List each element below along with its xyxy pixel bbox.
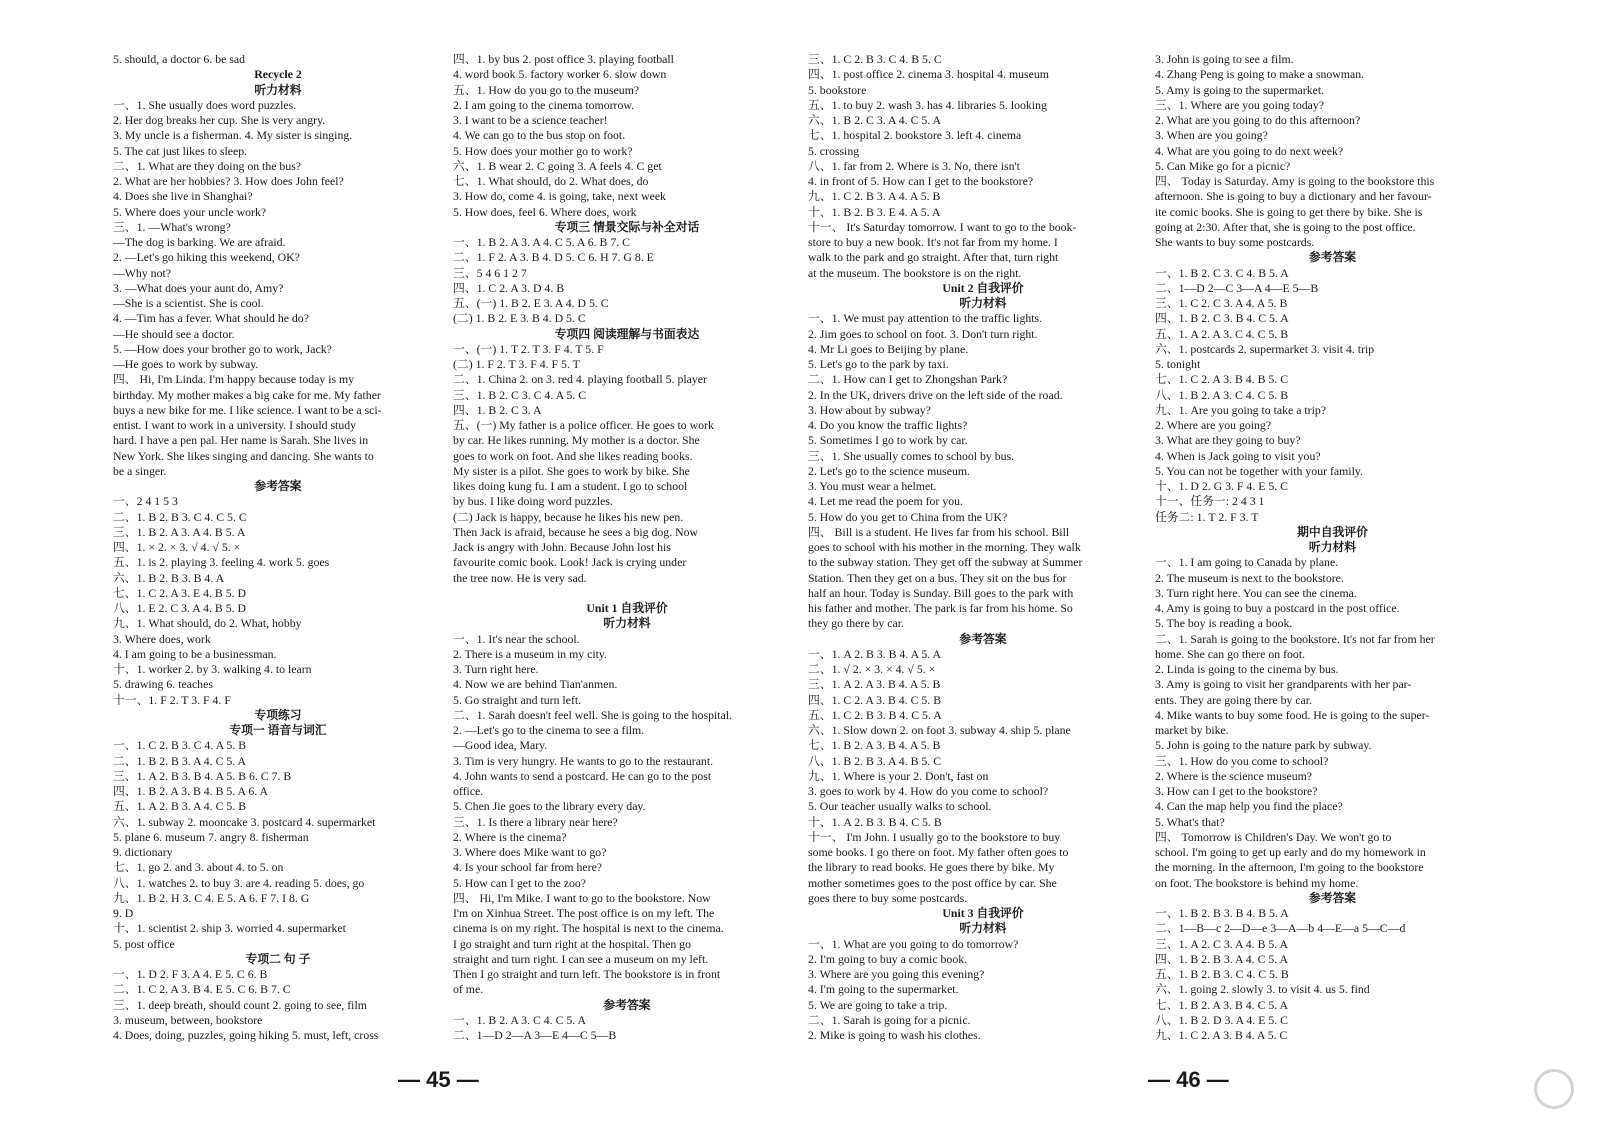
text-line: 5. Go straight and turn left. <box>453 692 582 707</box>
text-line: 2. Jim goes to school on foot. 3. Don't turn right. <box>808 326 1038 341</box>
text-line: 2. Where are you going? <box>1155 418 1272 432</box>
text-line: 一、2 4 1 5 3 <box>113 494 178 509</box>
text-line: his father and mother. The park is far from his home. So <box>808 601 1073 615</box>
text-line: 一、1. C 2. B 3. C 4. A 5. B <box>113 738 247 753</box>
section-heading: 参考答案 <box>959 631 1007 646</box>
text-line: 4. What are you going to do next week? <box>1155 143 1344 158</box>
text-line: 四、 Today is Saturday. Amy is going to the bookstore this <box>1155 174 1435 188</box>
text-line: 八、1. E 2. C 3. A 4. B 5. D <box>113 601 247 615</box>
text-line: 九、1. C 2. A 3. B 4. A 5. C <box>1155 1028 1288 1042</box>
text-line: 四、 Hi, I'm Linda. I'm happy because today is my <box>113 372 355 387</box>
text-line: 5. Amy is going to the supermarket. <box>1155 82 1325 97</box>
text-line: —He goes to work by subway. <box>113 357 259 371</box>
text-line: Jack is angry with John. Because John lost his <box>453 540 671 554</box>
text-line: 2. I'm going to buy a comic book. <box>808 951 968 966</box>
text-line: afternoon. She is going to buy a dictionary and her favour- <box>1155 189 1432 204</box>
text-line: 三、1. C 2. C 3. A 4. A 5. B <box>1155 296 1288 310</box>
text-line: 九、1. C 2. B 3. A 4. A 5. B <box>808 189 941 204</box>
text-line: (二) 1. F 2. T 3. F 4. F 5. T <box>453 357 580 371</box>
text-line: 4. Mike wants to buy some food. He is going to the super- <box>1155 707 1430 722</box>
text-line: 三、1. She usually comes to school by bus. <box>808 448 1015 463</box>
text-line: 五、1. B 2. B 3. C 4. C 5. B <box>1155 967 1289 981</box>
text-line: 六、1. B 2. C 3. A 4. C 5. A <box>808 113 942 127</box>
text-line: 二、1. Sarah is going to the bookstore. It's not far from her <box>1155 631 1435 646</box>
column-2 <box>453 52 801 1043</box>
text-line: 七、1. hospital 2. bookstore 3. left 4. cinema <box>808 128 1022 143</box>
text-line: 5. bookstore <box>808 82 867 97</box>
text-line: 2. Where is the science museum? <box>1155 768 1313 783</box>
text-line: 七、1. B 2. A 3. B 4. A 5. B <box>808 738 941 753</box>
text-line: 3. Where does Mike want to go? <box>453 845 607 859</box>
text-line: 3. goes to work by 4. How do you come to school? <box>808 784 1049 798</box>
text-line: 二、1. B 2. B 3. C 4. C 5. C <box>113 509 247 524</box>
text-line: straight and turn right. I can see a museum on my left. <box>453 951 709 966</box>
text-line: 3. I want to be a science teacher! <box>453 113 608 127</box>
text-line: 5. crossing <box>808 143 860 158</box>
text-line: 3. Where are you going this evening? <box>808 967 985 981</box>
text-line: birthday. My mother makes a big cake for me. My father <box>113 387 381 402</box>
text-line: 5. plane 6. museum 7. angry 8. fisherman <box>113 829 309 844</box>
text-line: 二、1. √ 2. × 3. × 4. √ 5. × <box>808 662 936 676</box>
text-line: 4. Does she live in Shanghai? <box>113 189 253 204</box>
column-3 <box>808 52 1158 1043</box>
text-line: 2. Linda is going to the cinema by bus. <box>1155 662 1339 676</box>
text-line: 九、1. What should, do 2. What, hobby <box>113 616 302 631</box>
text-line: —Why not? <box>113 265 171 280</box>
text-line: 3. —What does your aunt do, Amy? <box>113 280 284 295</box>
text-line: 一、(一) 1. T 2. T 3. F 4. T 5. F <box>453 341 604 356</box>
text-line: cinema is on my right. The hospital is next to the cinema. <box>453 921 724 936</box>
text-line: 四、1. post office 2. cinema 3. hospital 4. museum <box>808 67 1049 82</box>
text-line: entist. I want to work in a university. I should study <box>113 418 357 432</box>
text-line: likes doing kung fu. I am a student. I go to school <box>453 479 688 493</box>
text-line: 九、1. B 2. H 3. C 4. E 5. A 6. F 7. I 8. G <box>113 890 310 905</box>
text-line: office. <box>453 784 484 798</box>
text-line: 2. I am going to the cinema tomorrow. <box>453 97 635 112</box>
text-line: 二、1. Sarah is going for a picnic. <box>808 1012 971 1027</box>
text-line: 五、1. A 2. B 3. A 4. C 5. B <box>113 799 247 814</box>
section-heading: 听力材料 <box>603 616 651 631</box>
text-line: 六、1. going 2. slowly 3. to visit 4. us 5. find <box>1155 982 1370 997</box>
text-line: 5. What's that? <box>1155 814 1225 829</box>
text-line: 七、1. What should, do 2. What does, do <box>453 174 649 188</box>
text-line: 3. Amy is going to visit her grandparents with her par- <box>1155 677 1412 692</box>
text-line: 二、1—D 2—A 3—E 4—C 5—B <box>453 1028 617 1042</box>
text-line: goes to work on foot. And she likes reading books. <box>453 448 693 463</box>
text-line: I'm on Xinhua Street. The post office is on my left. The <box>453 906 715 920</box>
text-line: ents. They are going there by car. <box>1155 692 1313 707</box>
text-line: of me. <box>453 982 484 997</box>
text-line: 5. —How does your brother go to work, Jack? <box>113 341 332 356</box>
text-line: 5. post office <box>113 936 175 951</box>
text-line: store to buy a new book. It's not far from my home. I <box>808 235 1058 249</box>
text-line: New York. She likes singing and dancing. She wants to <box>113 448 374 463</box>
page-number-right: — 46 — <box>1148 1067 1229 1092</box>
text-line: 5. Sometimes I go to work by car. <box>808 433 968 448</box>
text-line: 4. —Tim has a fever. What should he do? <box>113 311 309 326</box>
text-line: 四、1. C 2. A 3. B 4. C 5. B <box>808 692 942 707</box>
text-line: 三、1. B 2. A 3. A 4. B 5. A <box>113 524 246 539</box>
section-heading: 听力材料 <box>959 921 1007 936</box>
text-line: 十、1. worker 2. by 3. walking 4. to learn <box>113 662 312 676</box>
text-line: 四、 Hi, I'm Mike. I want to go to the bookstore. Now <box>453 890 711 905</box>
text-line: 4. Mr Li goes to Beijing by plane. <box>808 341 969 356</box>
text-line: 四、1. B 2. C 3. B 4. C 5. A <box>1155 311 1289 326</box>
text-line: 十、1. B 2. B 3. E 4. A 5. A <box>808 204 941 219</box>
text-line: 一、1. B 2. A 3. C 4. C 5. A <box>453 1012 587 1027</box>
column-1 <box>113 52 443 1043</box>
section-heading: 专项四 阅读理解与书面表达 <box>554 326 700 341</box>
text-line: 2. What are you going to do this afternoon? <box>1155 113 1361 127</box>
text-line: 十一、 It's Saturday tomorrow. I want to go to the book- <box>808 219 1077 234</box>
text-line: some books. I go there on foot. My father often goes to <box>808 845 1069 859</box>
text-line: 七、1. C 2. A 3. B 4. B 5. C <box>1155 372 1289 387</box>
text-line: 5. John is going to the nature park by subway. <box>1155 738 1372 753</box>
text-line: 五、1. is 2. playing 3. feeling 4. work 5. goes <box>113 555 330 570</box>
text-line: 一、1. B 2. B 3. B 4. B 5. A <box>1155 906 1289 920</box>
text-line: 3. John is going to see a film. <box>1155 52 1294 66</box>
text-line: 二、1—B—c 2—D—e 3—A—b 4—E—a 5—C—d <box>1155 921 1406 936</box>
text-line: 4. Zhang Peng is going to make a snowman. <box>1155 67 1365 82</box>
text-line: 四、 Bill is a student. He lives far from his school. Bill <box>808 524 1070 539</box>
text-line: 4. When is Jack going to visit you? <box>1155 448 1321 463</box>
text-line: 四、1. C 2. A 3. D 4. B <box>453 280 565 295</box>
text-line: 5. The cat just likes to sleep. <box>113 143 248 158</box>
text-line: 3. When are you going? <box>1155 128 1268 143</box>
text-line: 四、1. B 2. C 3. A <box>453 402 542 417</box>
text-line: 一、1. We must pay attention to the traffic lights. <box>808 311 1043 326</box>
text-line: 5. Where does your uncle work? <box>113 204 267 219</box>
text-line: She wants to buy some postcards. <box>1155 235 1315 249</box>
text-line: goes there to buy some postcards. <box>808 890 968 905</box>
text-line: market by bike. <box>1155 723 1229 737</box>
section-heading: 参考答案 <box>603 997 651 1012</box>
text-line: 2. Mike is going to wash his clothes. <box>808 1028 981 1042</box>
text-line: 3. How can I get to the bookstore? <box>1155 784 1318 798</box>
text-line: 五、1. A 2. A 3. C 4. C 5. B <box>1155 326 1289 341</box>
text-line: 4. Do you know the traffic lights? <box>808 418 968 432</box>
text-line: 5. tonight <box>1155 357 1201 371</box>
text-line: 9. dictionary <box>113 845 173 859</box>
text-line: 4. word book 5. factory worker 6. slow down <box>453 67 667 82</box>
section-heading: 期中自我评价 <box>1297 524 1368 539</box>
section-heading: Unit 1 自我评价 <box>586 601 668 615</box>
text-line: 3. museum, between, bookstore <box>113 1012 263 1027</box>
text-line: 5. How do you get to China from the UK? <box>808 509 1008 524</box>
text-line: 3. How about by subway? <box>808 402 931 417</box>
section-heading: 听力材料 <box>959 296 1007 310</box>
text-line: 八、1. watches 2. to buy 3. are 4. reading 5. does, go <box>113 875 365 890</box>
section-heading: 专项三 情景交际与补全对话 <box>554 219 700 234</box>
text-line: I go straight and turn right at the hospital. Then go <box>453 936 691 951</box>
text-line: on foot. The bookstore is behind my home. <box>1155 875 1359 890</box>
text-line: 3. Turn right here. You can see the cinema. <box>1155 585 1357 600</box>
text-line: 四、1. B 2. A 3. B 4. B 5. A 6. A <box>113 784 269 798</box>
text-line: 5. drawing 6. teaches <box>113 677 213 692</box>
text-line: 七、1. B 2. A 3. B 4. C 5. A <box>1155 997 1289 1012</box>
section-heading: 参考答案 <box>1308 890 1357 905</box>
text-line: be a singer. <box>113 463 167 478</box>
text-line: the morning. In the afternoon, I'm going to the bookstore <box>1155 860 1424 875</box>
page-number-left: — 45 — <box>398 1067 479 1092</box>
text-line: 2. In the UK, drivers drive on the left side of the road. <box>808 387 1063 402</box>
text-line: 八、1. far from 2. Where is 3. No, there isn't <box>808 158 1020 173</box>
text-line: 二、1. China 2. on 3. red 4. playing football 5. player <box>453 372 707 387</box>
section-heading: 专项一 语音与词汇 <box>229 723 327 737</box>
text-line: 三、5 4 6 1 2 7 <box>453 265 527 280</box>
text-line: 八、1. B 2. D 3. A 4. E 5. C <box>1155 1012 1289 1027</box>
text-line: 七、1. go 2. and 3. about 4. to 5. on <box>113 860 284 875</box>
text-line: 二、1. F 2. A 3. B 4. D 5. C 6. H 7. G 8. E <box>453 250 654 265</box>
text-line: 4. Amy is going to buy a postcard in the post office. <box>1155 601 1400 615</box>
text-line: 八、1. B 2. A 3. C 4. C 5. B <box>1155 387 1289 402</box>
text-line: 2. Let's go to the science museum. <box>808 463 970 478</box>
section-heading: 参考答案 <box>254 479 302 493</box>
text-line: home. She can go there on foot. <box>1155 646 1306 661</box>
section-heading: Unit 3 自我评价 <box>942 906 1024 920</box>
text-line: favourite comic book. Look! Jack is crying under <box>453 555 687 570</box>
text-line: 七、1. C 2. A 3. E 4. B 5. D <box>113 585 247 600</box>
text-line: —Good idea, Mary. <box>453 738 548 753</box>
text-line: 3. What are they going to buy? <box>1155 433 1301 448</box>
text-line: by bus. I like doing word puzzles. <box>453 494 613 509</box>
text-line: 2. The museum is next to the bookstore. <box>1155 570 1344 585</box>
text-line: 六、1. B wear 2. C going 3. A feels 4. C get <box>453 158 662 173</box>
text-line: 一、1. It's near the school. <box>453 631 580 646</box>
text-line: goes to school with his mother in the morning. They walk <box>808 540 1081 554</box>
text-line: 5. Let's go to the park by taxi. <box>808 357 949 371</box>
text-line: 二、1. B 2. B 3. A 4. C 5. A <box>113 753 247 768</box>
text-line: 4. Is your school far from here? <box>453 860 603 875</box>
text-line: 二、1. How can I get to Zhongshan Park? <box>808 372 1008 387</box>
text-line: 六、1. subway 2. mooncake 3. postcard 4. supermarket <box>113 814 376 829</box>
text-line: 九、1. Where is your 2. Don't, fast on <box>808 768 989 783</box>
text-line: 4. Can the map help you find the place? <box>1155 799 1343 814</box>
section-heading: 专项练习 <box>254 707 302 722</box>
text-line: to the subway station. They get off the subway at Summer <box>808 555 1083 570</box>
text-line: 5. How can I get to the zoo? <box>453 875 586 890</box>
text-line: half an hour. Today is Sunday. Bill goes to the park with <box>808 585 1074 600</box>
text-line: 5. Our teacher usually walks to school. <box>808 799 992 814</box>
text-line: 六、1. postcards 2. supermarket 3. visit 4. trip <box>1155 341 1375 356</box>
text-line: ite comic books. She is going to get there by bike. She is <box>1155 204 1423 219</box>
text-line: 4. John wants to send a postcard. He can go to the post <box>453 768 712 783</box>
text-line: Then Jack is afraid, because he sees a big dog. Now <box>453 524 699 539</box>
text-line: 四、1. B 2. B 3. A 4. C 5. A <box>1155 951 1289 966</box>
text-line: the tree now. He is very sad. <box>453 570 587 585</box>
text-line: 2. Her dog breaks her cup. She is very angry. <box>113 113 326 127</box>
text-line: 4. in front of 5. How can I get to the bookstore? <box>808 174 1034 188</box>
text-line: 任务二: 1. T 2. F 3. T <box>1155 509 1259 524</box>
section-heading: Recycle 2 <box>254 67 302 82</box>
text-line: 5. The boy is reading a book. <box>1155 616 1293 631</box>
text-line: —The dog is barking. We are afraid. <box>113 235 286 249</box>
section-heading: 听力材料 <box>254 82 302 97</box>
section-heading: 参考答案 <box>1308 250 1357 265</box>
text-line: 3. My uncle is a fisherman. 4. My sister is singing. <box>113 128 353 143</box>
text-line: 五、(一) My father is a police officer. He goes to work <box>453 418 714 432</box>
text-line: 一、1. She usually does word puzzles. <box>113 97 297 112</box>
text-line: 4. I'm going to the supermarket. <box>808 982 959 997</box>
text-line: 三、1. A 2. A 3. B 4. A 5. B <box>808 677 941 692</box>
text-line: mother sometimes goes to the post office by car. She <box>808 875 1057 890</box>
text-line: 4. Now we are behind Tian'anmen. <box>453 677 618 692</box>
text-line: 4. I am going to be a businessman. <box>113 646 277 661</box>
text-line: 三、1. Where are you going today? <box>1155 97 1325 112</box>
text-line: 三、1. —What's wrong? <box>113 219 231 234</box>
text-line: 2. —Let's go to the cinema to see a film. <box>453 723 645 737</box>
text-line: —She is a scientist. She is cool. <box>113 296 264 310</box>
text-line: 2. —Let's go hiking this weekend, OK? <box>113 250 300 265</box>
text-line: 十一、任务一: 2 4 3 1 <box>1155 494 1265 509</box>
text-line: 4. Does, doing, puzzles, going hiking 5. must, left, cross <box>113 1028 379 1042</box>
text-line: school. I'm going to get up early and do my homework in <box>1155 845 1426 859</box>
text-line: 5. How does, feel 6. Where does, work <box>453 204 637 219</box>
text-line: 一、1. D 2. F 3. A 4. E 5. C 6. B <box>113 967 268 981</box>
text-line: by car. He likes running. My mother is a doctor. She <box>453 433 700 448</box>
text-line: 十一、 I'm John. I usually go to the bookstore to buy <box>808 829 1061 844</box>
text-line: 六、1. B 2. B 3. B 4. A <box>113 570 225 585</box>
text-line: 2. Where is the cinema? <box>453 829 567 844</box>
text-line: My sister is a pilot. She goes to work by bike. She <box>453 463 690 478</box>
column-4 <box>1155 52 1510 1043</box>
text-line: 一、1. B 2. C 3. C 4. B 5. A <box>1155 265 1289 280</box>
text-line: 3. Where does, work <box>113 631 211 646</box>
text-line: 一、1. B 2. A 3. A 4. C 5. A 6. B 7. C <box>453 235 630 249</box>
text-line: 三、1. How do you come to school? <box>1155 753 1329 768</box>
text-line: 一、1. I am going to Canada by plane. <box>1155 555 1339 570</box>
text-line <box>453 586 801 601</box>
text-line: 2. There is a museum in my city. <box>453 646 607 661</box>
text-line: (二) 1. B 2. E 3. B 4. D 5. C <box>453 311 586 326</box>
text-line: 十、1. A 2. B 3. B 4. C 5. B <box>808 814 942 829</box>
text-line: 5. Chen Jie goes to the library every day. <box>453 799 646 814</box>
section-heading: Unit 2 自我评价 <box>942 280 1024 295</box>
text-line: 四、1. × 2. × 3. √ 4. √ 5. × <box>113 540 241 554</box>
text-line: 5. You can not be together with your family. <box>1155 463 1363 478</box>
text-line: going at 2:30. After that, she is going to the post office. <box>1155 219 1416 234</box>
text-line: 3. Turn right here. <box>453 662 539 676</box>
text-line: 十、1. D 2. G 3. F 4. E 5. C <box>1155 479 1289 493</box>
text-line: (二) Jack is happy, because he likes his new pen. <box>453 509 684 524</box>
text-line: 4. Let me read the poem for you. <box>808 494 963 509</box>
text-line: 六、1. Slow down 2. on foot 3. subway 4. ship 5. plane <box>808 723 1071 737</box>
text-line: —He should see a doctor. <box>113 326 235 341</box>
text-line: 二、1. Sarah doesn't feel well. She is going to the hospital. <box>453 707 732 722</box>
text-line: 5. How does your mother go to work? <box>453 143 633 158</box>
section-heading: 听力材料 <box>1308 540 1357 554</box>
text-line: 一、1. A 2. B 3. B 4. A 5. A <box>808 646 942 661</box>
watermark-logo <box>1426 1065 1576 1140</box>
text-line: 十、1. scientist 2. ship 3. worried 4. supermarket <box>113 921 346 936</box>
section-heading: 专项二 句 子 <box>245 951 311 966</box>
text-line: they go there by car. <box>808 616 904 631</box>
text-line: 五、1. C 2. B 3. B 4. C 5. A <box>808 707 942 722</box>
text-line: 一、1. What are you going to do tomorrow? <box>808 936 1019 951</box>
text-line: 3. Tim is very hungry. He wants to go to the restaurant. <box>453 753 714 768</box>
text-line: 4. We can go to the bus stop on foot. <box>453 128 626 143</box>
text-line: 三、1. B 2. C 3. C 4. A 5. C <box>453 387 587 402</box>
text-line: 五、(一) 1. B 2. E 3. A 4. D 5. C <box>453 296 609 310</box>
text-line: Then I go straight and turn left. The bookstore is in front <box>453 967 721 981</box>
text-line: 5. We are going to take a trip. <box>808 997 948 1012</box>
text-line: 二、1. C 2. A 3. B 4. E 5. C 6. B 7. C <box>113 982 291 997</box>
text-line: at the museum. The bookstore is on the right. <box>808 265 1022 280</box>
text-line: 5. Can Mike go for a picnic? <box>1155 158 1291 173</box>
text-line: Station. Then they get on a bus. They sit on the bus for <box>808 570 1067 585</box>
text-line: 三、1. C 2. B 3. C 4. B 5. C <box>808 52 942 66</box>
text-line: 十一、1. F 2. T 3. F 4. F <box>113 692 231 707</box>
text-line: 五、1. How do you go to the museum? <box>453 82 640 97</box>
text-line: 三、1. A 2. B 3. B 4. A 5. B 6. C 7. B <box>113 768 292 783</box>
text-line: 5. should, a doctor 6. be sad <box>113 52 246 66</box>
text-line: 八、1. B 2. B 3. A 4. B 5. C <box>808 753 942 768</box>
text-line: 三、1. deep breath, should count 2. going to see, film <box>113 997 367 1012</box>
text-line: hard. I have a pen pal. Her name is Sarah. She lives in <box>113 433 369 448</box>
text-line: 二、1. What are they doing on the bus? <box>113 158 302 173</box>
text-line: 3. How do, come 4. is going, take, next week <box>453 189 666 204</box>
watermark-seal-icon <box>1534 1069 1574 1109</box>
text-line: 三、1. Is there a library near here? <box>453 814 618 829</box>
text-line: 2. What are her hobbies? 3. How does John feel? <box>113 174 344 188</box>
text-line: 四、1. by bus 2. post office 3. playing football <box>453 52 674 66</box>
text-line: 3. You must wear a helmet. <box>808 479 937 493</box>
text-line: 9. D <box>113 906 134 920</box>
text-line: 九、1. Are you going to take a trip? <box>1155 402 1327 417</box>
text-line: 二、1—D 2—C 3—A 4—E 5—B <box>1155 280 1319 295</box>
text-line: 五、1. to buy 2. wash 3. has 4. libraries 5. looking <box>808 97 1047 112</box>
text-line: buys a new bike for me. I like science. I want to be a sci- <box>113 402 382 417</box>
text-line: 四、 Tomorrow is Children's Day. We won't go to <box>1155 829 1392 844</box>
text-line: walk to the park and go straight. After that, turn right <box>808 250 1059 265</box>
text-line: 三、1. A 2. C 3. A 4. B 5. A <box>1155 936 1289 951</box>
text-line: the library to read books. He goes there by bike. My <box>808 860 1055 875</box>
